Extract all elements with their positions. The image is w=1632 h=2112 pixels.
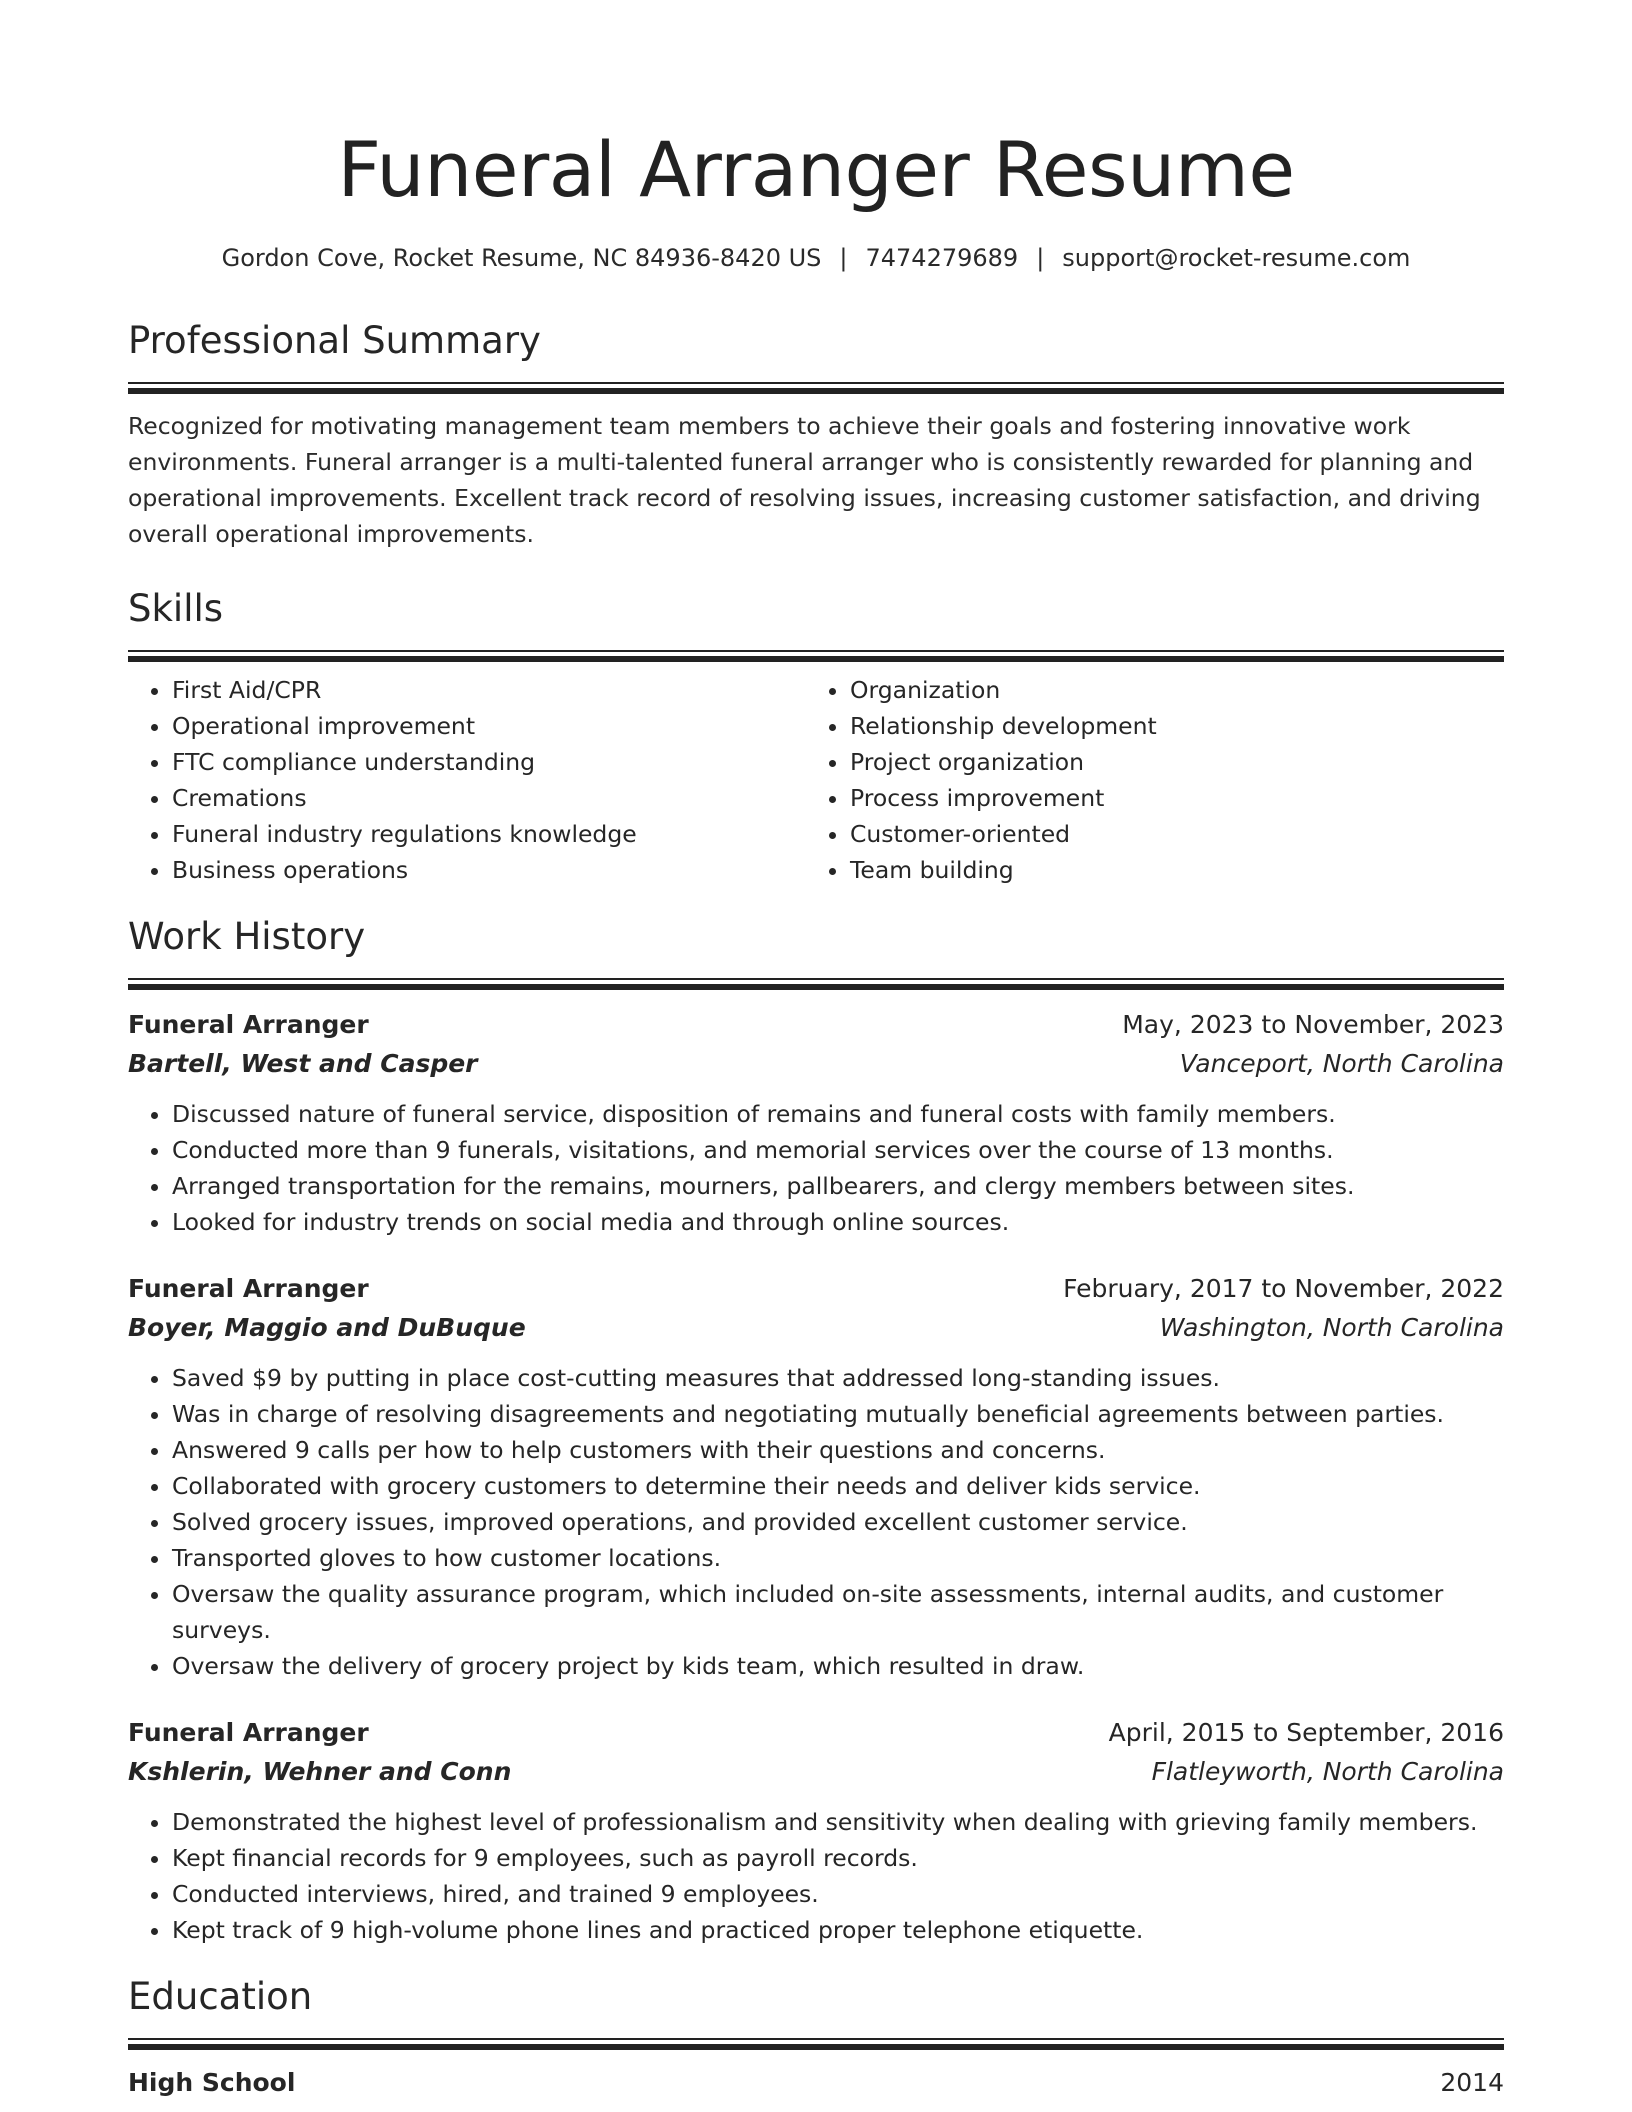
contact-address: Gordon Cove, Rocket Resume, NC 84936-8420 US: [221, 244, 822, 272]
job-bullets: [128, 1360, 1504, 1684]
job-company: Bartell, West and Casper: [128, 1049, 478, 1078]
section-divider: [128, 650, 1504, 662]
job-dates: May, 2023 to November, 2023: [1122, 1010, 1504, 1039]
skills-heading: Skills: [128, 587, 224, 630]
job-title: Funeral Arranger: [128, 1010, 369, 1039]
job-entry: [128, 1714, 1504, 1948]
skill-item: • Organization: [850, 672, 1484, 708]
job-bullets: [128, 1096, 1504, 1240]
work-heading: Work History: [128, 915, 366, 958]
job-location: Washington, North Carolina: [1159, 1313, 1504, 1342]
skill-item: • Project organization: [850, 744, 1484, 780]
job-entry: [128, 1270, 1504, 1684]
skill-item: • Operational improvement: [172, 708, 806, 744]
contact-line: [128, 242, 1504, 274]
resume-title: Funeral Arranger Resume: [337, 125, 1295, 214]
job-bullet: • Oversaw the delivery of grocery project by kids team, which resulted in draw.: [172, 1648, 1504, 1684]
skill-item: • Funeral industry regulations knowledge: [172, 816, 806, 852]
education-year: 2014: [1440, 2068, 1504, 2097]
job-title: Funeral Arranger: [128, 1718, 369, 1747]
work-section: [128, 914, 1504, 1948]
section-divider: [128, 978, 1504, 990]
job-bullet: • Kept track of 9 high-volume phone lines and practiced proper telephone etiquette.: [172, 1912, 1504, 1948]
job-title: Funeral Arranger: [128, 1274, 369, 1303]
job-location: Flatleyworth, North Carolina: [1151, 1757, 1504, 1786]
job-company: Kshlerin, Wehner and Conn: [128, 1757, 512, 1786]
summary-section: [128, 318, 1504, 552]
job-bullet: • Transported gloves to how customer locations.: [172, 1540, 1504, 1576]
job-bullet: • Collaborated with grocery customers to determine their needs and deliver kids service.: [172, 1468, 1504, 1504]
skills-list-left: [128, 672, 806, 888]
section-divider: [128, 382, 1504, 394]
education-name: High School: [128, 2068, 296, 2097]
education-heading: Education: [128, 1975, 313, 2018]
skill-item: • FTC compliance understanding: [172, 744, 806, 780]
contact-separator: |: [1036, 244, 1045, 272]
contact-separator: |: [839, 244, 848, 272]
job-bullet: • Looked for industry trends on social media and through online sources.: [172, 1204, 1504, 1240]
job-company: Boyer, Maggio and DuBuque: [128, 1313, 526, 1342]
job-dates: April, 2015 to September, 2016: [1108, 1718, 1504, 1747]
job-entry: [128, 1006, 1504, 1240]
job-bullet: • Kept financial records for 9 employees, such as payroll records.: [172, 1840, 1504, 1876]
summary-text: Recognized for motivating management team members to achieve their goals and fostering innovative work environments. Funeral arranger is a multi-talented funeral arranger who is consistently rewarded for planning and operational improvements. Excellent track record of resolving issues, increasing customer satisfaction, and driving overall operational improvements.: [128, 412, 1481, 548]
skill-item: • Customer-oriented: [850, 816, 1484, 852]
summary-heading: Professional Summary: [128, 319, 541, 362]
job-bullet: • Solved grocery issues, improved operations, and provided excellent customer service.: [172, 1504, 1504, 1540]
skill-item: • Cremations: [172, 780, 806, 816]
job-bullet: • Conducted interviews, hired, and trained 9 employees.: [172, 1876, 1504, 1912]
job-bullet: • Answered 9 calls per how to help customers with their questions and concerns.: [172, 1432, 1504, 1468]
job-bullet: • Oversaw the quality assurance program, which included on-site assessments, internal audits, and customer surveys.: [172, 1576, 1504, 1648]
skills-section: [128, 586, 1504, 888]
skill-item: • Team building: [850, 852, 1484, 888]
education-section: [128, 1974, 1504, 2102]
contact-phone: 7474279689: [865, 244, 1019, 272]
job-bullet: • Conducted more than 9 funerals, visitations, and memorial services over the course of 13 months.: [172, 1132, 1504, 1168]
skill-item: • Relationship development: [850, 708, 1484, 744]
job-bullet: • Demonstrated the highest level of professionalism and sensitivity when dealing with grieving family members.: [172, 1804, 1504, 1840]
resume-page: [128, 0, 1504, 2102]
job-bullet: • Discussed nature of funeral service, disposition of remains and funeral costs with family members.: [172, 1096, 1504, 1132]
job-bullet: • Saved $9 by putting in place cost-cutting measures that addressed long-standing issues.: [172, 1360, 1504, 1396]
contact-email: support@rocket-resume.com: [1062, 244, 1411, 272]
skills-list-right: [806, 672, 1484, 888]
skill-item: • Process improvement: [850, 780, 1484, 816]
skill-item: • First Aid/CPR: [172, 672, 806, 708]
section-divider: [128, 2038, 1504, 2050]
job-location: Vanceport, North Carolina: [1179, 1049, 1504, 1078]
education-entry: [128, 2064, 1504, 2102]
skill-item: • Business operations: [172, 852, 806, 888]
job-bullets: [128, 1804, 1504, 1948]
job-bullet: • Arranged transportation for the remains, mourners, pallbearers, and clergy members between sites.: [172, 1168, 1504, 1204]
skills-columns: [128, 672, 1504, 888]
job-bullet: • Was in charge of resolving disagreements and negotiating mutually beneficial agreements between parties.: [172, 1396, 1504, 1432]
job-dates: February, 2017 to November, 2022: [1063, 1274, 1504, 1303]
